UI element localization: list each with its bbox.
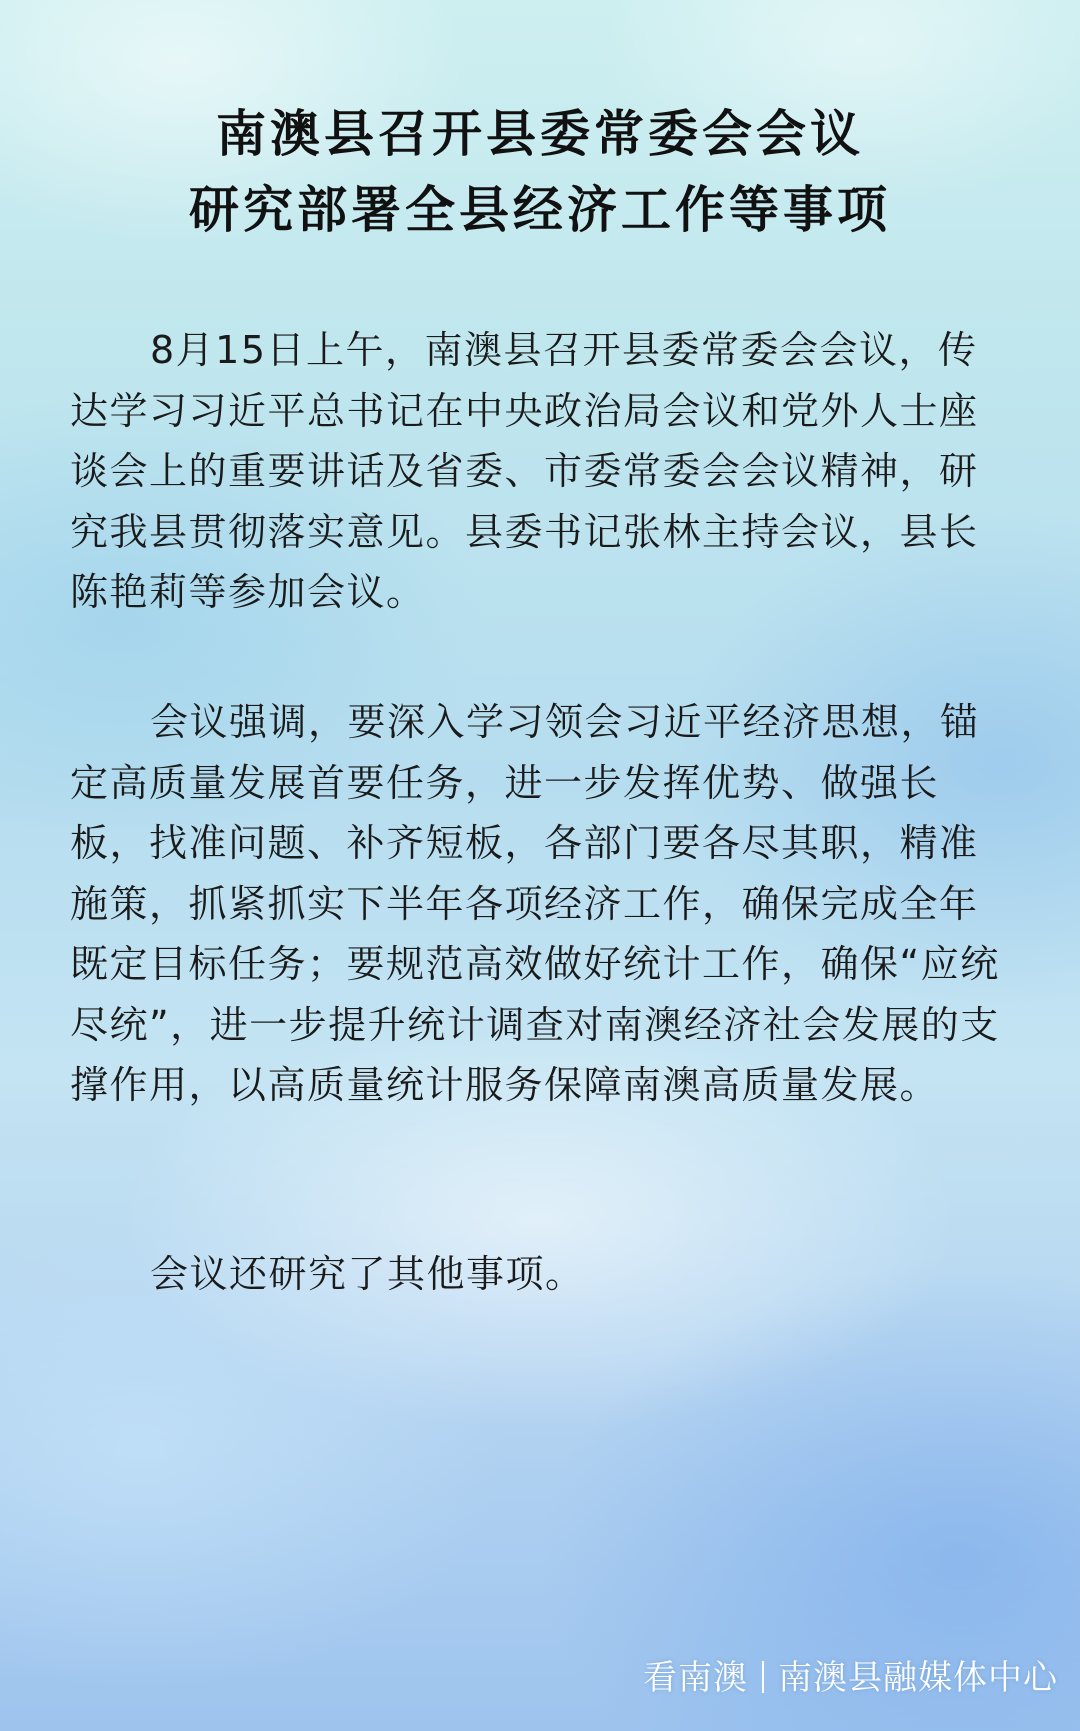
watermark-organization: 南澳县融媒体中心 [778,1658,1058,1698]
article-paragraph-3: 会议还研究了其他事项。 [150,1252,585,1296]
source-watermark [643,1650,1058,1699]
article-title-line-2: 研究部署全县经济工作等事项 [189,181,891,239]
article-paragraph-1: 8月15日上午，南澳县召开县委常委会会议，传达学习习近平总书记在中央政治局会议和党外人士座谈会上的重要讲话及省委、市委常委会会议精神，研究我县贯彻落实意见。县委书记张林主持会议，县长陈艳莉等参加会议。 [70,328,979,614]
watermark-account-name: 看南澳 [643,1658,748,1698]
watermark-divider [762,1661,764,1693]
article-paragraph-2: 会议强调，要深入学习领会习近平经济思想，锚定高质量发展首要任务，进一步发挥优势、做强长板，找准问题、补齐短板，各部门要各尽其职，精准施策，抓紧抓实下半年各项经济工作，确保完成全年既定目标任务；要规范高效做好统计工作，确保“应统尽统”，进一步提升统计调查对南澳经济社会发展的支撑作用，以高质量统计服务保障南澳高质量发展。 [70,700,1000,1107]
article-title-line-1: 南澳县召开县委常委会会议 [216,105,864,163]
